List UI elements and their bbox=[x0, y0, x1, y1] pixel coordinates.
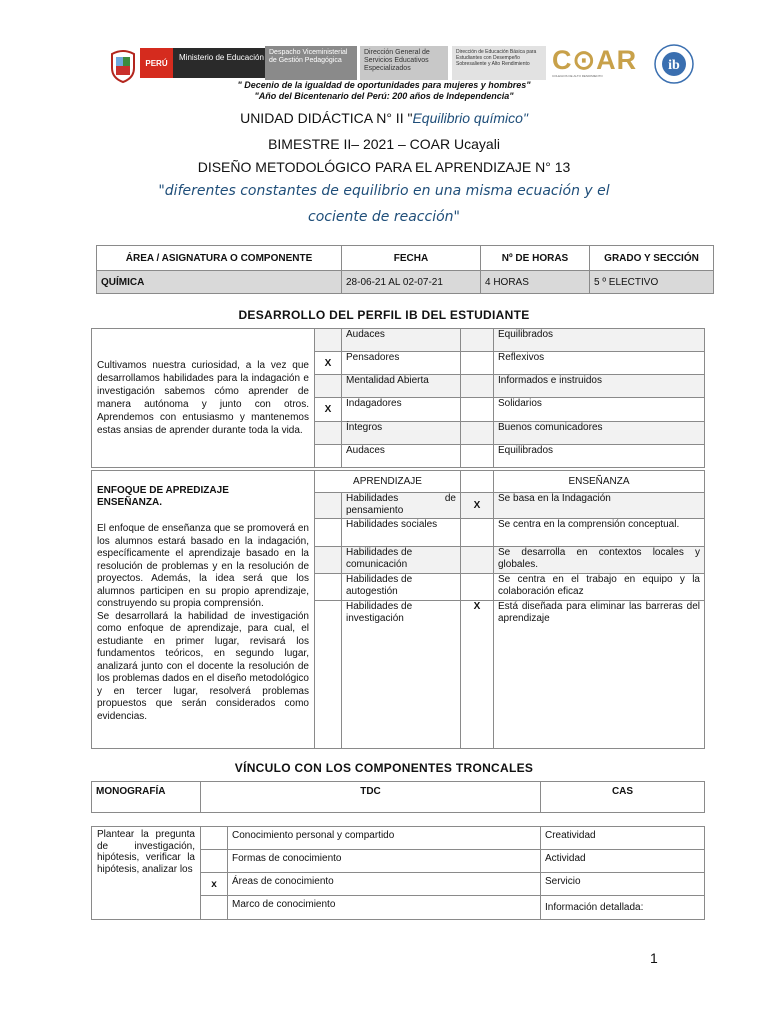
perfil-mark1: X bbox=[315, 398, 342, 422]
enfoque-ensenanza: Se centra en el trabajo en equipo y la colaboración eficaz bbox=[494, 574, 705, 601]
enfoque-title-line1: ENFOQUE DE APREDIZAJE bbox=[97, 485, 229, 496]
enfoque-mark bbox=[461, 574, 494, 601]
perfil-table bbox=[91, 328, 705, 468]
enfoque-ensenanza: Se basa en la Indagación bbox=[494, 493, 705, 519]
enfoque-mark bbox=[461, 519, 494, 547]
perfil-right: Solidarios bbox=[494, 398, 705, 422]
enfoque-aprendizaje: Habilidades de comunicación bbox=[342, 547, 461, 574]
unidad-title bbox=[0, 110, 768, 126]
perfil-left: Audaces bbox=[342, 329, 461, 352]
enfoque-para1: El enfoque de enseñanza que se promoverá en los alumnos estará basado en la indagación, específicamente el aprendizaje basado en la resolución de problemas y en la resolución de proyectos. Además, la idea será que los alumnos participen en su propio aprendizaje, construyendo su propia comprensión. bbox=[97, 523, 309, 609]
vinculo-table bbox=[91, 781, 705, 920]
enfoque-aprendizaje: Habilidades de pensamiento bbox=[342, 493, 461, 519]
perfil-mark1 bbox=[315, 422, 342, 445]
enfoque-title-line2: ENSEÑANZA. bbox=[97, 497, 163, 508]
enfoque-mark: X bbox=[461, 601, 494, 749]
subtitle-line1: "diferentes constantes de equilibrio en una misma ecuación y el bbox=[158, 183, 610, 199]
tdc-label: Formas de conocimiento bbox=[228, 850, 541, 873]
perfil-right: Reflexivos bbox=[494, 352, 705, 375]
info-fecha: 28-06-21 AL 02-07-21 bbox=[342, 271, 481, 294]
perfil-mark2 bbox=[461, 422, 494, 445]
perfil-right: Equilibrados bbox=[494, 329, 705, 352]
cas-item: Servicio bbox=[541, 873, 705, 896]
info-table bbox=[96, 245, 714, 294]
tdc-mark bbox=[201, 827, 228, 850]
peru-coat-of-arms-icon bbox=[108, 48, 138, 84]
tdc-mark bbox=[201, 850, 228, 873]
perfil-mark1 bbox=[315, 375, 342, 398]
info-header-fecha: FECHA bbox=[342, 246, 481, 271]
enfoque-spacer bbox=[315, 547, 342, 574]
vinculo-monografia: Plantear la pregunta de investigación, hipótesis, verificar la hipótesis, analizar los bbox=[92, 827, 201, 920]
unidad-topic: Equilibrio químico" bbox=[412, 110, 528, 126]
enfoque-aprendizaje: Habilidades sociales bbox=[342, 519, 461, 547]
perfil-mark2 bbox=[461, 398, 494, 422]
perfil-left: Indagadores bbox=[342, 398, 461, 422]
enfoque-spacer bbox=[315, 601, 342, 749]
vinculo-header-monografia: MONOGRAFÍA bbox=[92, 782, 201, 813]
despacho-label: Despacho Viceministerial de Gestión Pedagógica bbox=[265, 46, 357, 80]
info-horas: 4 HORAS bbox=[481, 271, 590, 294]
coar-logo-subtext: COLEGIOS DE ALTO RENDIMIENTO bbox=[552, 74, 603, 78]
vinculo-title: VÍNCULO CON LOS COMPONENTES TRONCALES bbox=[234, 761, 534, 775]
tdc-label: Marco de conocimiento bbox=[228, 896, 541, 920]
enfoque-ensenanza: Se desarrolla en contextos locales y globales. bbox=[494, 547, 705, 574]
info-header-area: ÁREA / ASIGNATURA O COMPONENTE bbox=[97, 246, 342, 271]
tdc-label: Áreas de conocimiento bbox=[228, 873, 541, 896]
cas-item: Creatividad bbox=[541, 827, 705, 850]
page-number: 1 bbox=[650, 950, 658, 966]
ib-logo-text: ib bbox=[668, 58, 680, 73]
cas-item: Información detallada: bbox=[541, 896, 705, 920]
anio-line: "Año del Bicentenario del Perú: 200 años de Independencia" bbox=[254, 91, 514, 101]
ministerio-label: Ministerio de Educación bbox=[173, 48, 265, 78]
enfoque-spacer bbox=[315, 574, 342, 601]
tdc-mark: x bbox=[201, 873, 228, 896]
enfoque-mark: X bbox=[461, 493, 494, 519]
perfil-mark2 bbox=[461, 375, 494, 398]
perfil-left: Íntegros bbox=[342, 422, 461, 445]
vinculo-gap bbox=[92, 813, 705, 827]
info-area: QUÍMICA bbox=[97, 271, 342, 294]
col-aprendizaje-header: APRENDIZAJE bbox=[315, 471, 461, 493]
enfoque-spacer bbox=[315, 519, 342, 547]
perfil-mark2 bbox=[461, 352, 494, 375]
coar-logo-text: C⊙AR bbox=[552, 45, 638, 75]
decenio-text bbox=[0, 80, 768, 102]
enfoque-mark bbox=[461, 547, 494, 574]
enfoque-spacer bbox=[315, 493, 342, 519]
perfil-mark1: X bbox=[315, 352, 342, 375]
enfoque-para2: Se desarrollará la habilidad de investigación como enfoque de aprendizaje, para cual, el estudiante en primer lugar, revisará los fundamentos teóricos, en segundo lugar, analizará junto con el docente la resolución de los problemas dados en el diseño metodológico y en tercer lugar, resolverá problemas propuestos que serán considerados como evidencias. bbox=[97, 610, 309, 722]
perfil-title: DESARROLLO DEL PERFIL IB DEL ESTUDIANTE bbox=[238, 308, 530, 322]
info-grado: 5 º ELECTIVO bbox=[590, 271, 714, 294]
perfil-mark1 bbox=[315, 329, 342, 352]
perfil-mark1 bbox=[315, 445, 342, 468]
perfil-left: Pensadores bbox=[342, 352, 461, 375]
enfoque-ensenanza: Se centra en la comprensión conceptual. bbox=[494, 519, 705, 547]
diseno-title: DISEÑO METODOLÓGICO PARA EL APRENDIZAJE N° 13 bbox=[197, 159, 571, 175]
enfoque-cell bbox=[92, 471, 315, 749]
perfil-left: Audaces bbox=[342, 445, 461, 468]
decenio-line: " Decenio de la igualdad de oportunidades para mujeres y hombres" bbox=[237, 80, 531, 90]
perfil-right: Equilibrados bbox=[494, 445, 705, 468]
col-mark-header bbox=[461, 471, 494, 493]
col-ensenanza-header: ENSEÑANZA bbox=[494, 471, 705, 493]
ib-logo-icon bbox=[654, 44, 694, 84]
vinculo-header-tdc: TDC bbox=[201, 782, 541, 813]
perfil-right: Buenos comunicadores bbox=[494, 422, 705, 445]
info-header-horas: Nº DE HORAS bbox=[481, 246, 590, 271]
enfoque-table bbox=[91, 470, 705, 749]
perfil-intro: Cultivamos nuestra curiosidad, a la vez que desarrollamos habilidades para la indagación e investigación sabemos cómo aprender de manera autónoma y junto con otros. Aprendemos con entusiasmo y mantenemos estas ansias de aprender durante toda la vida. bbox=[92, 329, 315, 468]
peru-label: PERÚ bbox=[140, 48, 173, 78]
perfil-mark2 bbox=[461, 329, 494, 352]
vinculo-header-cas: CAS bbox=[541, 782, 705, 813]
subtitle-line2: cociente de reacción" bbox=[308, 209, 460, 225]
direccion-basica-label: Dirección de Educación Básica para Estudiantes con Desempeño Sobresaliente y Alto Rendimiento bbox=[452, 46, 546, 80]
unidad-prefix: UNIDAD DIDÁCTICA N° II " bbox=[240, 110, 413, 126]
perfil-right: Informados e instruidos bbox=[494, 375, 705, 398]
coar-logo bbox=[552, 46, 644, 80]
tdc-label: Conocimiento personal y compartido bbox=[228, 827, 541, 850]
enfoque-aprendizaje: Habilidades de autogestión bbox=[342, 574, 461, 601]
perfil-left: Mentalidad Abierta bbox=[342, 375, 461, 398]
enfoque-ensenanza: Está diseñada para eliminar las barreras del aprendizaje bbox=[494, 601, 705, 749]
info-header-grado: GRADO Y SECCIÓN bbox=[590, 246, 714, 271]
tdc-mark bbox=[201, 896, 228, 920]
cas-item: Actividad bbox=[541, 850, 705, 873]
perfil-mark2 bbox=[461, 445, 494, 468]
direccion-general-label: Dirección General de Servicios Educativos Especializados bbox=[360, 46, 448, 80]
enfoque-aprendizaje: Habilidades de investigación bbox=[342, 601, 461, 749]
bimestre-title: BIMESTRE II– 2021 – COAR Ucayali bbox=[268, 136, 500, 152]
